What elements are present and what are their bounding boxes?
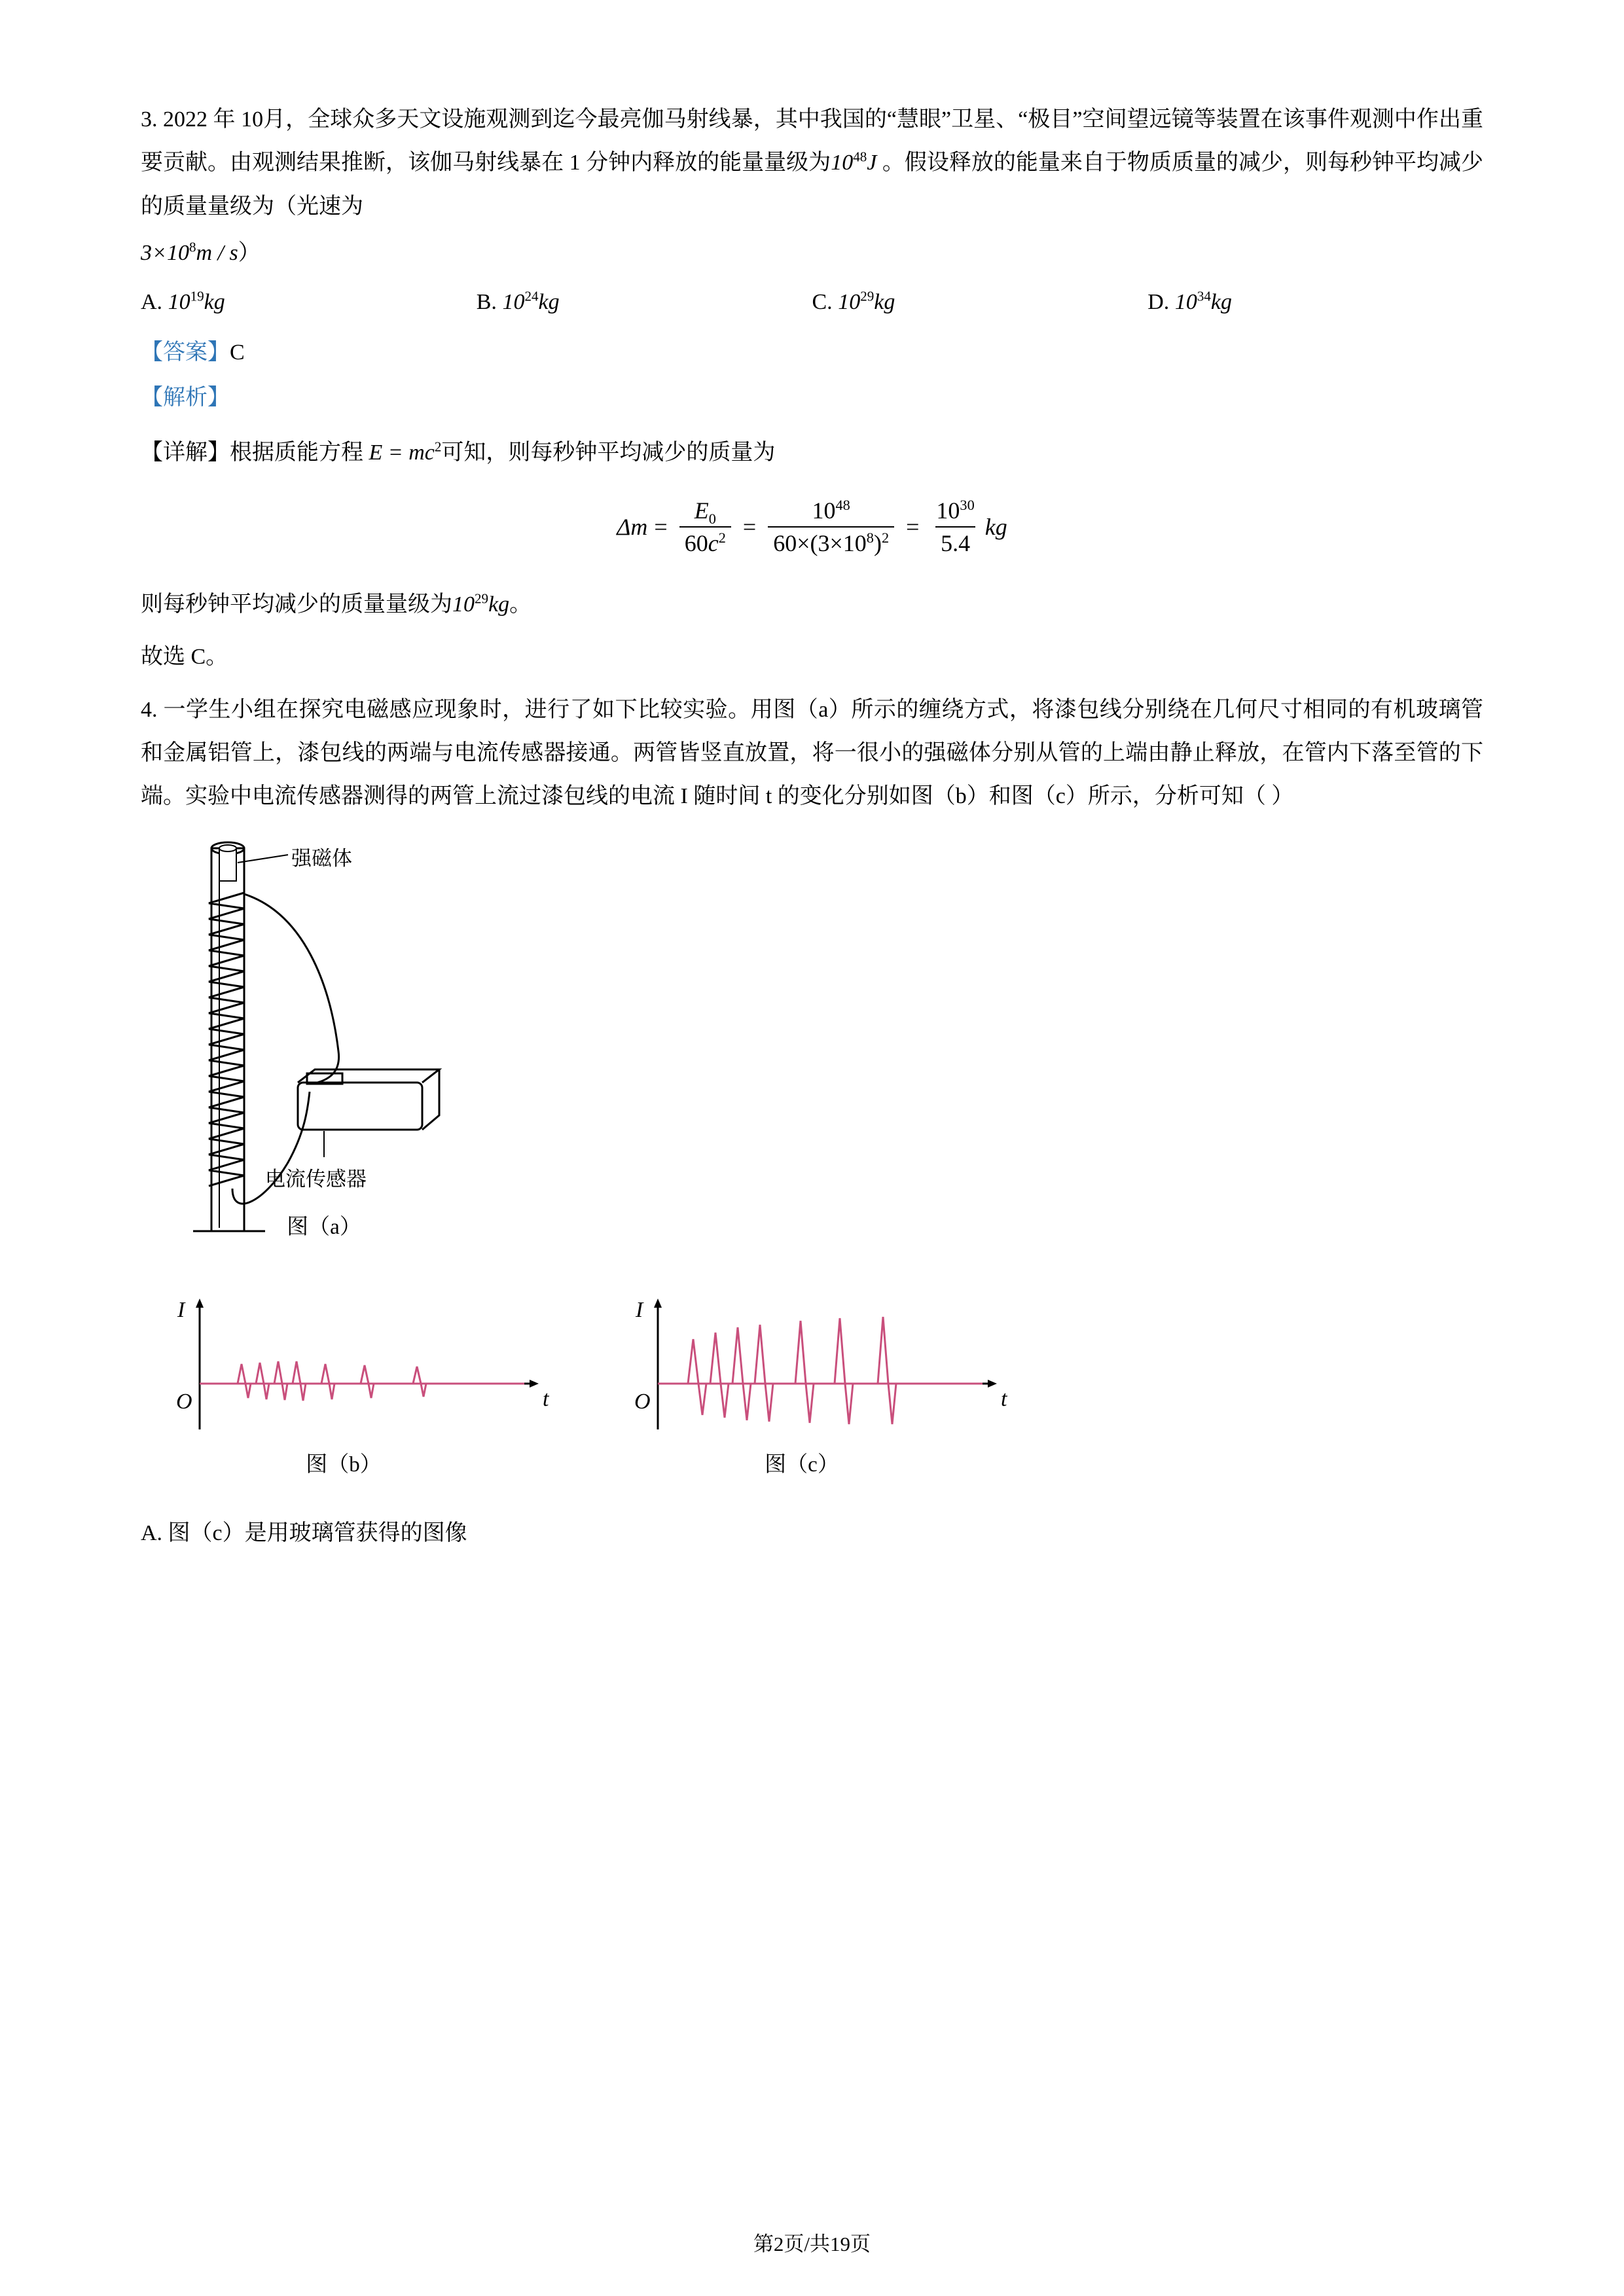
answer-value: C: [230, 340, 245, 365]
figure-a-caption: 图（a）: [287, 1215, 361, 1240]
fraction-e0-over-60c2: [679, 497, 731, 557]
option-b-base: 10: [502, 290, 525, 315]
mass-energy-formula: E = mc: [369, 440, 435, 465]
figure-b-drawing: [160, 1293, 566, 1444]
fraction-1-numerator: $E_0$: [694, 497, 716, 528]
fraction-1-denominator: $60c^2$: [679, 526, 731, 557]
fraction-2-denominator: $60\times(3\times 10^8)^2$: [768, 526, 894, 557]
option-a-unit: kg: [204, 290, 225, 315]
detail-tag: 【详解】: [141, 440, 230, 465]
conclusion-line-2: 故选 C。: [141, 645, 228, 670]
conclusion-exponent: 29: [475, 590, 489, 607]
option-d-unit: kg: [1210, 290, 1232, 315]
conclusion-base: 10: [452, 592, 475, 617]
option-b[interactable]: [477, 290, 812, 315]
question-3-text-part2: 。假设释放的能量来自于物质质量的减少，则每秒钟平均减少的质量量级为（光速为: [141, 151, 1484, 219]
fraction-result: [931, 497, 979, 557]
mass-energy-formula-exponent: 2: [434, 439, 442, 455]
figure-b-y-axis-label: I: [177, 1298, 185, 1323]
question-3-text-part3: ）: [238, 240, 261, 265]
detail-line: [141, 431, 1483, 475]
option-d-exponent: 34: [1197, 289, 1211, 305]
figure-a: [167, 835, 625, 1280]
delta-symbol: Δ: [617, 513, 631, 540]
figures-b-c: [160, 1293, 1483, 1478]
figure-c-x-axis-label: t: [1001, 1387, 1007, 1412]
option-d-base: 10: [1174, 290, 1197, 315]
figure-b-origin-label: O: [176, 1390, 192, 1414]
fraction-3-numerator: $10^{30}$: [936, 496, 975, 524]
conclusion-unit: kg: [488, 592, 510, 617]
option-c-base: 10: [838, 290, 861, 315]
option-b-label: B.: [476, 290, 497, 315]
figure-c-caption: 图（c）: [765, 1453, 839, 1477]
figure-b-x-axis-label: t: [543, 1387, 549, 1412]
question-3-energy-exponent: 48: [853, 149, 867, 165]
figure-a-magnet-label: 强磁体: [291, 847, 352, 870]
analysis-line: [141, 377, 1483, 420]
option-a-label: A.: [141, 290, 163, 315]
fraction-2-numerator: $10^{48}$: [812, 496, 850, 524]
figure-c-y-axis-label: I: [636, 1298, 643, 1323]
analysis-tag: 【解析】: [141, 386, 230, 410]
light-speed-value: 3×10: [141, 240, 189, 265]
equals-3: =: [906, 513, 920, 540]
question-3-number: 3.: [141, 107, 158, 132]
detail-text-2: 可知，则每秒钟平均减少的质量为: [441, 440, 776, 465]
option-a-exponent: 19: [190, 289, 204, 305]
figure-c-drawing: [619, 1293, 1024, 1444]
option-c-unit: kg: [874, 290, 895, 315]
conclusion-text: 则每秒钟平均减少的质量量级为: [141, 592, 452, 617]
answer-line: [141, 332, 1483, 374]
question-4-body: [141, 689, 1483, 819]
question-4-figures: [141, 835, 1483, 1478]
delta-m-equation: [141, 497, 1483, 557]
question-4-number: 4.: [141, 697, 158, 722]
result-unit: kg: [984, 513, 1007, 540]
detail-text-1: 根据质能方程: [230, 440, 363, 465]
figure-c: [619, 1293, 1038, 1478]
question-4-text: 一学生小组在探究电磁感应现象时，进行了如下比较实验。用图（a）所示的缠绕方式，将漆包线分别绕在几何尺寸相同的有机玻璃管和金属铝管上，漆包线的两端与电流传感器接通。两管皆竖直放置，将一很小的强磁体分别从管的上端由静止释放，在管内下落至管的下端。实验中电流传感器测得的两管上流过漆包线的电流 I 随时间 t 的变化分别如图（b）和图（c）所示，分析可知（ ）: [141, 697, 1484, 809]
question-3-text-part1: 2022 年 10月，全球众多天文设施观测到迄今最亮伽马射线暴，其中我国的“慧眼”卫星、“极目”空间望远镜等装置在该事件观测中作出重要贡献。由观测结果推断，该伽马射线暴在 1 分钟内释放的能量量级为: [141, 107, 1484, 175]
option-c-exponent: 29: [860, 289, 875, 305]
figure-b: [160, 1293, 579, 1478]
conclusion-period: 。: [509, 592, 532, 617]
option-a[interactable]: [141, 290, 477, 315]
figure-a-sensor-label: 电流传感器: [265, 1168, 367, 1191]
light-speed-exponent: 8: [189, 239, 196, 255]
equals-1: =: [654, 513, 668, 540]
question-3-options: [141, 290, 1483, 315]
option-a-base: 10: [168, 290, 190, 315]
option-b-exponent: 24: [524, 289, 539, 305]
question-3-body: [141, 98, 1483, 228]
fraction-3-denominator: 5.4: [935, 526, 975, 557]
current-sensor-shape: [298, 1069, 439, 1130]
answer-tag: 【答案】: [141, 340, 230, 365]
figure-c-origin-label: O: [634, 1390, 651, 1414]
equals-2: =: [742, 513, 757, 540]
option-c[interactable]: [812, 290, 1148, 315]
page-footer: 第2页/共19页: [753, 2233, 871, 2255]
m-symbol: m: [630, 513, 648, 540]
light-speed-unit: m / s: [196, 240, 238, 265]
figure-a-drawing: [167, 835, 625, 1254]
question-3-energy-unit: J: [867, 151, 877, 175]
option-c-label: C.: [812, 290, 833, 315]
question-4-option-a[interactable]: A. 图（c）是用玻璃管获得的图像: [141, 1521, 467, 1546]
option-d[interactable]: [1147, 290, 1483, 315]
conclusion-line-1: [141, 583, 1483, 626]
question-3-lightspeed-line: [141, 232, 1483, 275]
option-d-label: D.: [1147, 290, 1170, 315]
figure-b-caption: 图（b）: [306, 1453, 382, 1477]
question-3-energy-base: 10: [831, 151, 854, 175]
fraction-numeric: [768, 497, 894, 557]
option-b-unit: kg: [538, 290, 560, 315]
